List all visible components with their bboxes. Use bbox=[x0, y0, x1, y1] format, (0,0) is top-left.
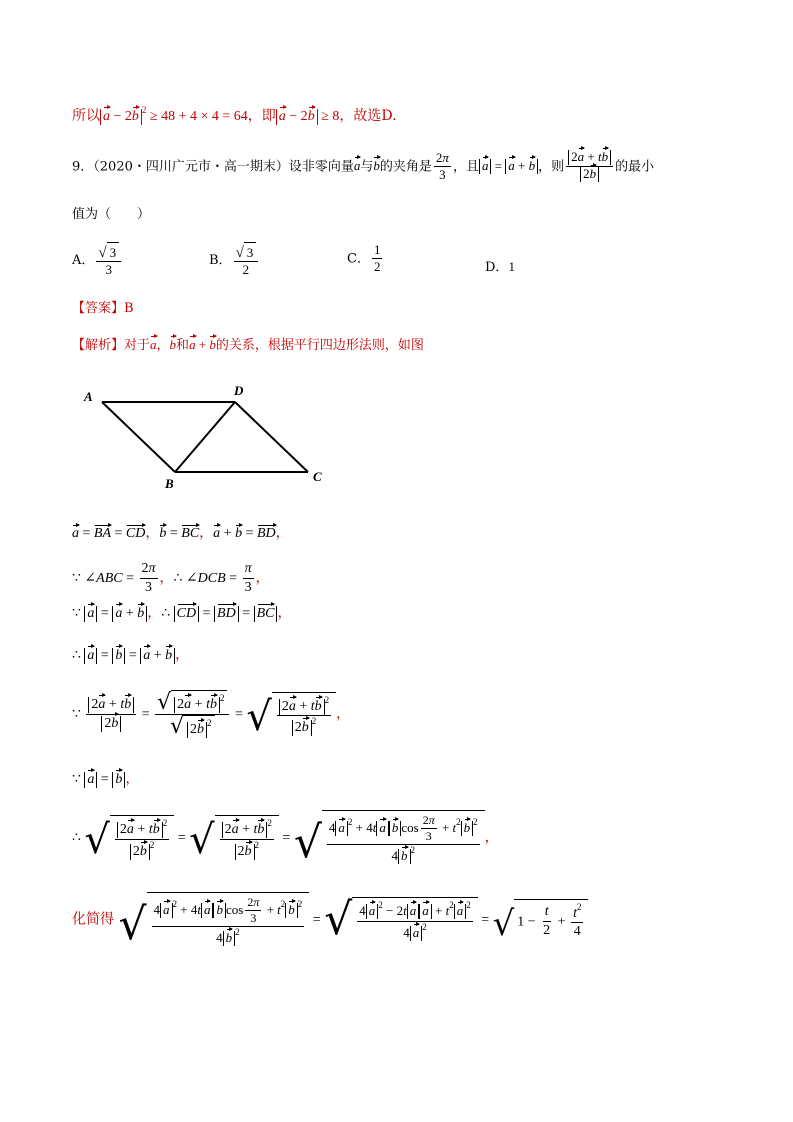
answer-value: B bbox=[124, 301, 134, 316]
conclusion-suffix: ，故选D. bbox=[339, 108, 397, 124]
question-number: 9． bbox=[72, 159, 94, 175]
question-9-line2: 值为（ ） bbox=[72, 207, 151, 222]
ratio-fraction: $\frac{2a + tb}{2b}$ bbox=[566, 150, 613, 184]
step-2: ∵ ∠ABC = $\frac{2\pi}{3}$ ，∴ ∠DCB = $\frac{\pi}{3}$ ， bbox=[72, 561, 270, 595]
simplify-label: 化简得 bbox=[72, 911, 114, 928]
vertex-c-label: C bbox=[313, 469, 322, 484]
option-d[interactable]: D．1 bbox=[485, 259, 515, 275]
parallelogram-figure bbox=[72, 378, 342, 502]
step-7: ∴ √ $\frac{2a + tb ^2}{2b ^2}$ = √ $\frac{2a + tb ^2}{2b ^2}$ = √ 4 a $^2$ + 4t a b cos $\frac{2\pi}{3}$ + $t^2$ b $^2$ 4 b $^2$ ， bbox=[72, 810, 499, 865]
conclusion-prefix: 所以 bbox=[72, 108, 100, 124]
analysis-tag: 【解析】 bbox=[72, 338, 125, 353]
parallelogram-diagram bbox=[72, 378, 342, 498]
question-9: 9．（2020・四川广元市・高一期末）设非零向量a与b的夹角是 $\frac{2\pi}{3}$ ，且 a = a + b ，则 $\frac{2a + tb}{2b}$ 的最小 bbox=[72, 149, 655, 183]
edge-bd bbox=[175, 402, 235, 472]
step-1: a = BA = CD，b = BC，a + b = BD， bbox=[72, 525, 290, 541]
step-3: ∵ a = a + b ，∴ CD = BD = BC ， bbox=[72, 605, 292, 621]
answer-line bbox=[72, 302, 134, 315]
answer-tag: 【答案】 bbox=[72, 301, 125, 316]
step-5: ∵ $\frac{2a + tb}{2b}$ = √ 2a + tb $^2$ √ 2b $^2$ = √ $\frac{2a + tb ^2}{2b ^2}$ ， bbox=[72, 689, 351, 740]
analysis-line: 【解析】对于a，b和a + b的关系，根据平行四边形法则，如图 bbox=[72, 337, 424, 353]
vertex-d-label: D bbox=[234, 383, 244, 398]
step-8: 化简得 √ 4 a $^2$ + 4t a b cos $\frac{2\pi}{3}$ + $t^2$ b $^2$ 4 b $^2$ = √ $\frac{4 a ^2 - 2t a a + t^2 a ^2}{4 a ^2}$ = √ 1 − $\frac{t}{2}$ + $\frac{t^2}{4}$ bbox=[72, 892, 588, 947]
edge-ab bbox=[102, 402, 175, 472]
option-c[interactable]: C． $\frac{1}{2}$ bbox=[347, 242, 381, 275]
vertex-b-label: B bbox=[165, 476, 174, 491]
option-b[interactable]: B． √ 3 2 bbox=[209, 242, 260, 279]
vertex-a-label: A bbox=[84, 389, 93, 404]
option-a[interactable]: A． √ 3 3 bbox=[72, 242, 123, 279]
angle-fraction: $\frac{2\pi}{3}$ bbox=[435, 150, 449, 183]
conclusion-line: 所以 a − 2b $^2$ ≥ 48 + 4 × 4 = 64，即 a − 2b ≥ 8，故选D. bbox=[72, 105, 397, 124]
step-4: ∴ a = b = a + b ， bbox=[72, 647, 190, 663]
edge-dc bbox=[235, 402, 308, 472]
step-6: ∵ a = b ， bbox=[72, 771, 140, 787]
question-source: （2020・四川广元市・高一期末） bbox=[93, 159, 289, 175]
conclusion-mid: ，即 bbox=[247, 108, 276, 124]
